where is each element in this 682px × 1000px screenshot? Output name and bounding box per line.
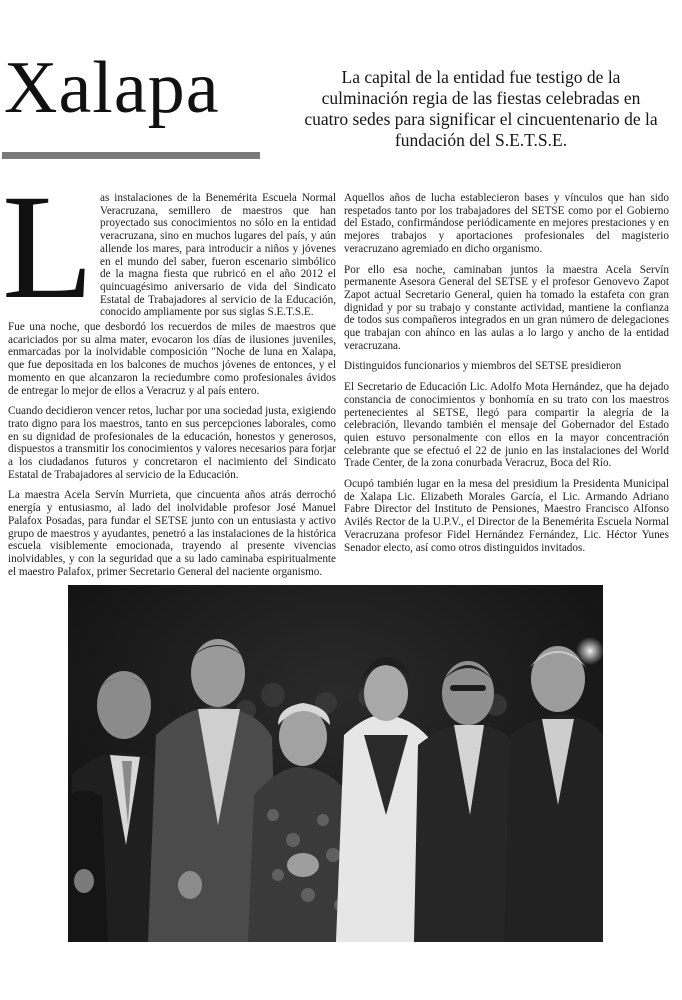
- paragraph-presidium: Ocupó también lugar en la mesa del presidium la Presidenta Municipal de Xalapa Lic. Elizabeth Morales García, el Lic. Armando Adriano Fabre Director del Instituto de Pensiones, Maestro Francisco Alfonso Avilés Rector de la U.P.V., el Director de la Benemérita Escuela Normal Veracruzana profesor Fidel Hernández Fernández, Lic. Héctor Yunes Senador electo, así como otros distinguidos invitados.: [344, 478, 669, 554]
- column-left: [8, 321, 336, 586]
- paragraph-lucha: Aquellos años de lucha establecieron bases y vínculos que han sido respetados tanto por los trabajadores del SETSE como por el Gobierno del Estado, confirmándose periódicamente en mejores prestaciones y en mejores trabajos y aportaciones profesionales del magisterio veracruzano agremiado en dicho organismo.: [344, 192, 669, 255]
- subheading-funcionarios: Distinguidos funcionarios y miembros del SETSE presidieron: [344, 360, 622, 373]
- paragraph-acela: La maestra Acela Servín Murrieta, que cincuenta años atrás derrochó energía y entusiasmo, al lado del inolvidable profesor José Manuel Palafox Posadas, para fundar el SETSE junto con un entusiasta y activo grupo de maestros y ayudantes, penetró a las instalaciones de la histórica escuela visiblemente emocionada, trayendo al presente vivencias inolvidables, y con la seguridad que a su lado caminaba espiritualmente el maestro Palafox, primer Secretario General del naciente organismo.: [8, 489, 336, 578]
- article-title: Xalapa: [4, 47, 220, 129]
- group-photo: [68, 585, 603, 942]
- paragraph-retos: Cuando decidieron vencer retos, luchar por una sociedad justa, exigiendo trato digno para los maestros, tanto en sus percepciones laborales, como en su dignidad de profesionales de la educación, honestos y generosos, dispuestos a transmitir los conocimientos y valores necesarios para forjar a los ciudadanos futuros y concretaron el nacimiento del Sindicato Estatal de Trabajadores al servicio de la Educación.: [8, 405, 336, 481]
- column-right: [344, 192, 669, 562]
- group-photo-image: [68, 585, 603, 942]
- article-deck: La capital de la entidad fue testigo de la culminación regia de las fiestas celebradas en cuatro sedes para significar el cincuentenario de la fundación del S.E.T.S.E.: [304, 67, 658, 150]
- drop-cap: L: [2, 164, 94, 330]
- paragraph-secretario: El Secretario de Educación Lic. Adolfo Mota Hernández, que ha dejado constancia de conocimientos y bonhomía en su trato con los maestros pertenecientes al SETSE, llegó para compartir la alegría de la celebración, llevando también el mensaje del Gobernador del Estado quien estuvo personalmente con ellos en la mayor concentración celebrante que se efectuó el 22 de junio en las instalaciones del World Trade Center, de la zona conurbada Veracruz, Boca del Río.: [344, 381, 669, 470]
- paragraph-noche: Fue una noche, que desbordó los recuerdos de miles de maestros que acariciados por su alma mater, evocaron los días de ilusiones juveniles, enmarcadas por la inolvidable composición "Noche de luna en Xalapa, que fue depositada en los balcones de muchos jóvenes de entonces, y el momento en que alcanzaron la reciedumbre como profesionales ávidos de entregar lo mejor de ellos a Veracruz y al país entero.: [8, 321, 336, 397]
- person-partial-left-edge: [68, 790, 108, 942]
- title-underline-rule: [2, 152, 260, 159]
- paragraph-caminaban: Por ello esa noche, caminaban juntos la maestra Acela Servín permanente Asesora General del SETSE y el profesor Genovevo Zapot Zapot actual Secretario General, quien ha tomado la estafeta con gran dignidad y por su trabajo y constante actividad, mantiene la confianza de todos sus compañeros integrados en un gran número de delegaciones que trabajan con ahínco en las aulas a lo largo y ancho de la entidad veracruzana.: [344, 263, 669, 352]
- intro-paragraph: [100, 192, 336, 327]
- intro-text: as instalaciones de la Benemérita Escuela Normal Veracruzana, semillero de maestros que han proyectado sus conocimientos no sólo en la entidad veracruzana, sino en muchos lugares del país, y aún allende los mares, para introducir a niños y jóvenes en el mundo del saber, fueron escenario simbólico de la magna fiesta que rubricó en el año 2012 el quincuagésimo aniversario de vida del Sindicato Estatal de Trabajadores al servicio de la Educación, conocido ampliamente por sus siglas S.E.T.S.E.: [100, 192, 336, 319]
